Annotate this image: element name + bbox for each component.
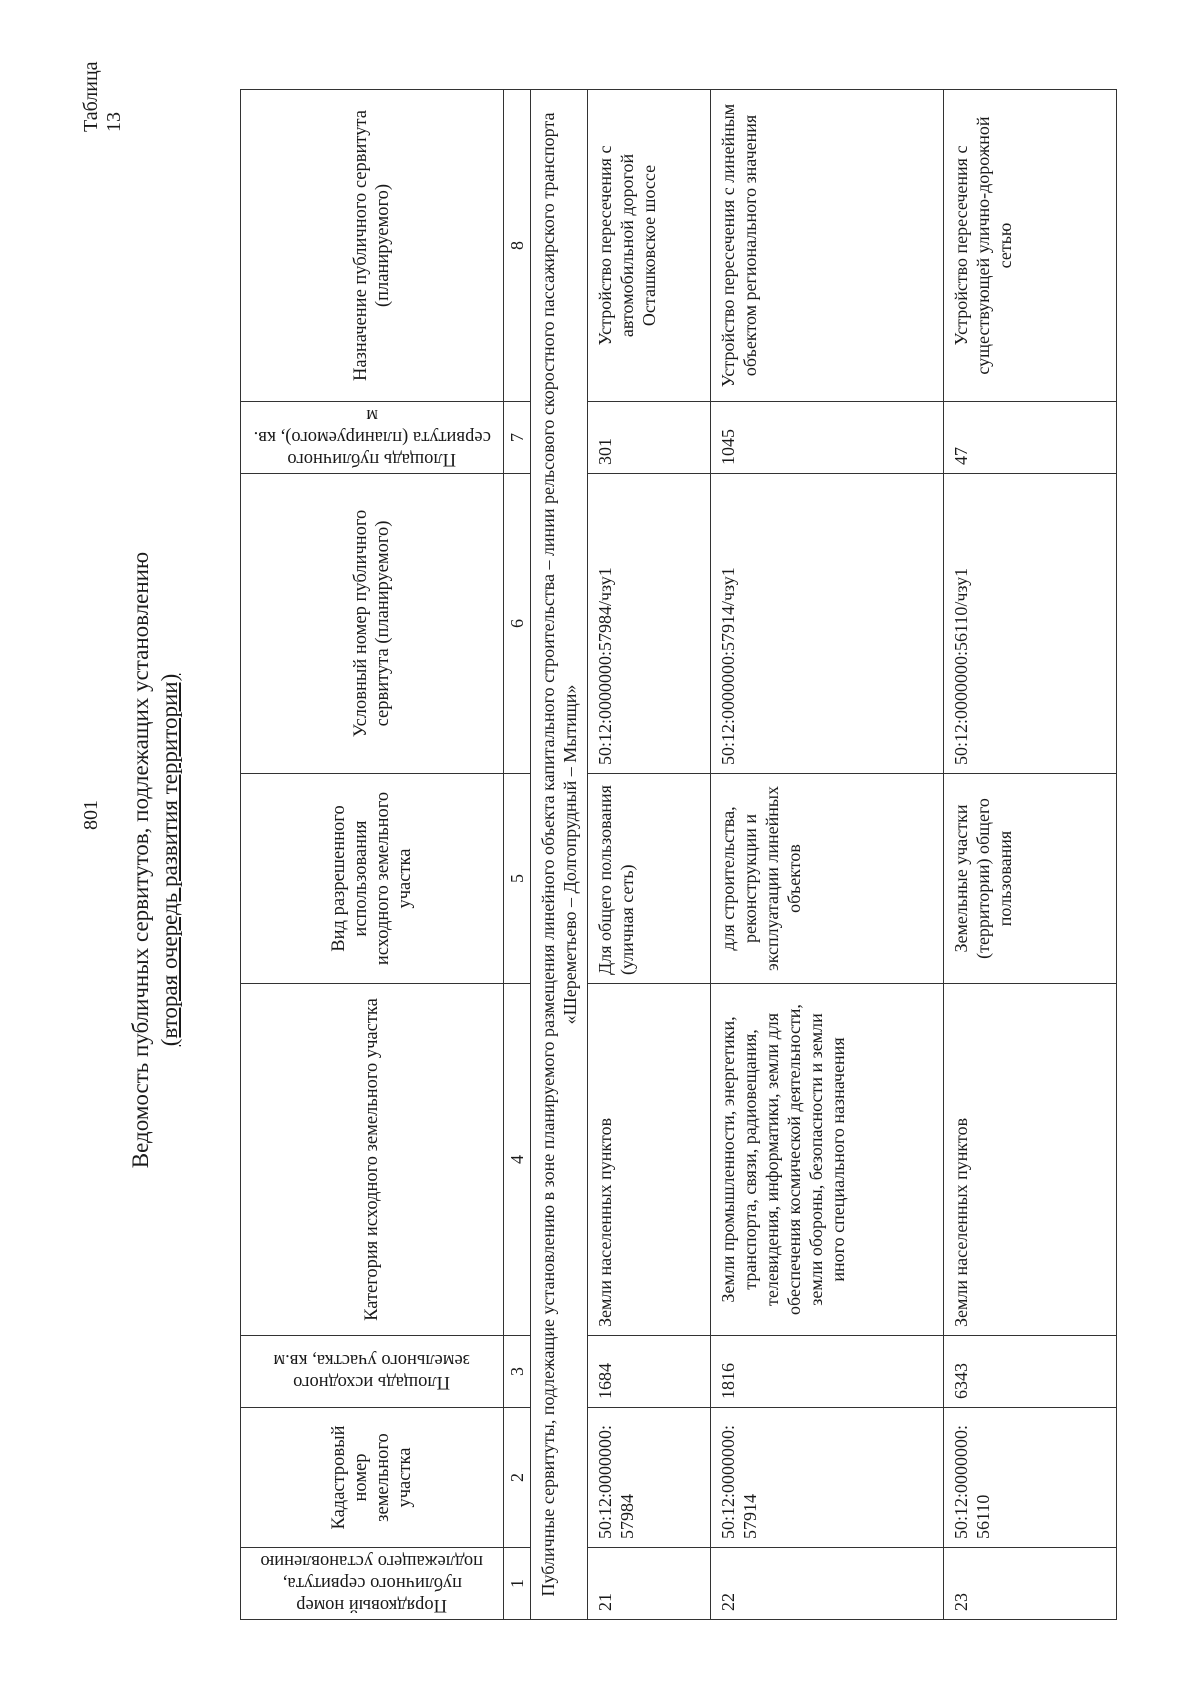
header-row <box>241 90 504 1620</box>
cell-servitude-area: 1045 <box>711 402 944 474</box>
cell-purpose: Устройство пересечения с существующей улично-дорожной сетью <box>944 90 1117 402</box>
cell-cadastral: 50:12:0000000: 57984 <box>588 1408 711 1548</box>
cell-num: 22 <box>711 1548 944 1620</box>
cell-category: Земли промышленности, энергетики, транспорта, связи, радиовещания, телевидения, информатики, земли для обеспечения космической деятельности, земли обороны, безопасности и земли иного специального назначения <box>711 984 944 1336</box>
column-number-row <box>504 90 531 1620</box>
cell-usage: Земельные участки (территории) общего пользования <box>944 774 1117 984</box>
cell-area: 6343 <box>944 1336 1117 1408</box>
column-number: 1 <box>504 1548 531 1620</box>
cell-usage: для строительства, реконструкции и эксплуатации линейных объектов <box>711 774 944 984</box>
cell-num: 23 <box>944 1548 1117 1620</box>
section-row <box>531 90 588 1620</box>
cell-servitude-number: 50:12:0000000:56110/чзу1 <box>944 474 1117 774</box>
cell-servitude-area: 301 <box>588 402 711 474</box>
cell-usage: Для общего пользования (уличная сеть) <box>588 774 711 984</box>
cell-category: Земли населенных пунктов <box>588 984 711 1336</box>
header-cell-2: Кадастровый номер земельного участка <box>241 1408 504 1548</box>
servitude-table <box>240 89 1117 1620</box>
column-number: 4 <box>504 984 531 1336</box>
title-line-1: Ведомость публичных сервитутов, подлежащих установлению <box>128 551 153 1169</box>
title-line-2: (вторая очередь развития территории) <box>157 673 182 1047</box>
cell-cadastral: 50:12:0000000: 57914 <box>711 1408 944 1548</box>
header-cell-6: Условный номер публичного сервитута (планируемого) <box>241 474 504 774</box>
header-cell-5: Вид разрешенного использования исходного земельного участка <box>241 774 504 984</box>
header-cell-7: Площадь публичного сервитута (планируемого), кв. м <box>241 402 504 474</box>
cell-area: 1816 <box>711 1336 944 1408</box>
column-number: 2 <box>504 1408 531 1548</box>
section-title: Публичные сервитуты, подлежащие установлению в зоне планируемого размещения линейного объекта капитального строительства – линии рельсового скоростного пассажирского транспорта «Шереметьево – Долгопрудный – Мытищи» <box>531 90 588 1620</box>
column-number: 5 <box>504 774 531 984</box>
cell-num: 21 <box>588 1548 711 1620</box>
column-number: 6 <box>504 474 531 774</box>
header-cell-3: Площадь исходного земельного участка, кв.м <box>241 1336 504 1408</box>
header-cell-1: Порядковый номер публичного сервитута, подлежащего установлению <box>241 1548 504 1620</box>
page-number: 801 <box>80 800 102 830</box>
cell-servitude-number: 50:12:0000000:57984/чзу1 <box>588 474 711 774</box>
table-row <box>711 90 944 1620</box>
cell-purpose: Устройство пересечения с автомобильной дорогой Осташковское шоссе <box>588 90 711 402</box>
table-label: Таблица 13 <box>80 61 125 132</box>
cell-cadastral: 50:12:0000000: 56110 <box>944 1408 1117 1548</box>
cell-area: 1684 <box>588 1336 711 1408</box>
cell-category: Земли населенных пунктов <box>944 984 1117 1336</box>
rotated-sheet <box>60 60 1140 1660</box>
cell-purpose: Устройство пересечения с линейным объектом регионального значения <box>711 90 944 402</box>
cell-servitude-number: 50:12:0000000:57914/чзу1 <box>711 474 944 774</box>
cell-servitude-area: 47 <box>944 402 1117 474</box>
header-cell-8: Назначение публичного сервитута (планируемого) <box>241 90 504 402</box>
document-title <box>126 460 184 1260</box>
column-number: 8 <box>504 90 531 402</box>
header-cell-4: Категория исходного земельного участка <box>241 984 504 1336</box>
table-row <box>588 90 711 1620</box>
column-number: 3 <box>504 1336 531 1408</box>
table-row <box>944 90 1117 1620</box>
column-number: 7 <box>504 402 531 474</box>
